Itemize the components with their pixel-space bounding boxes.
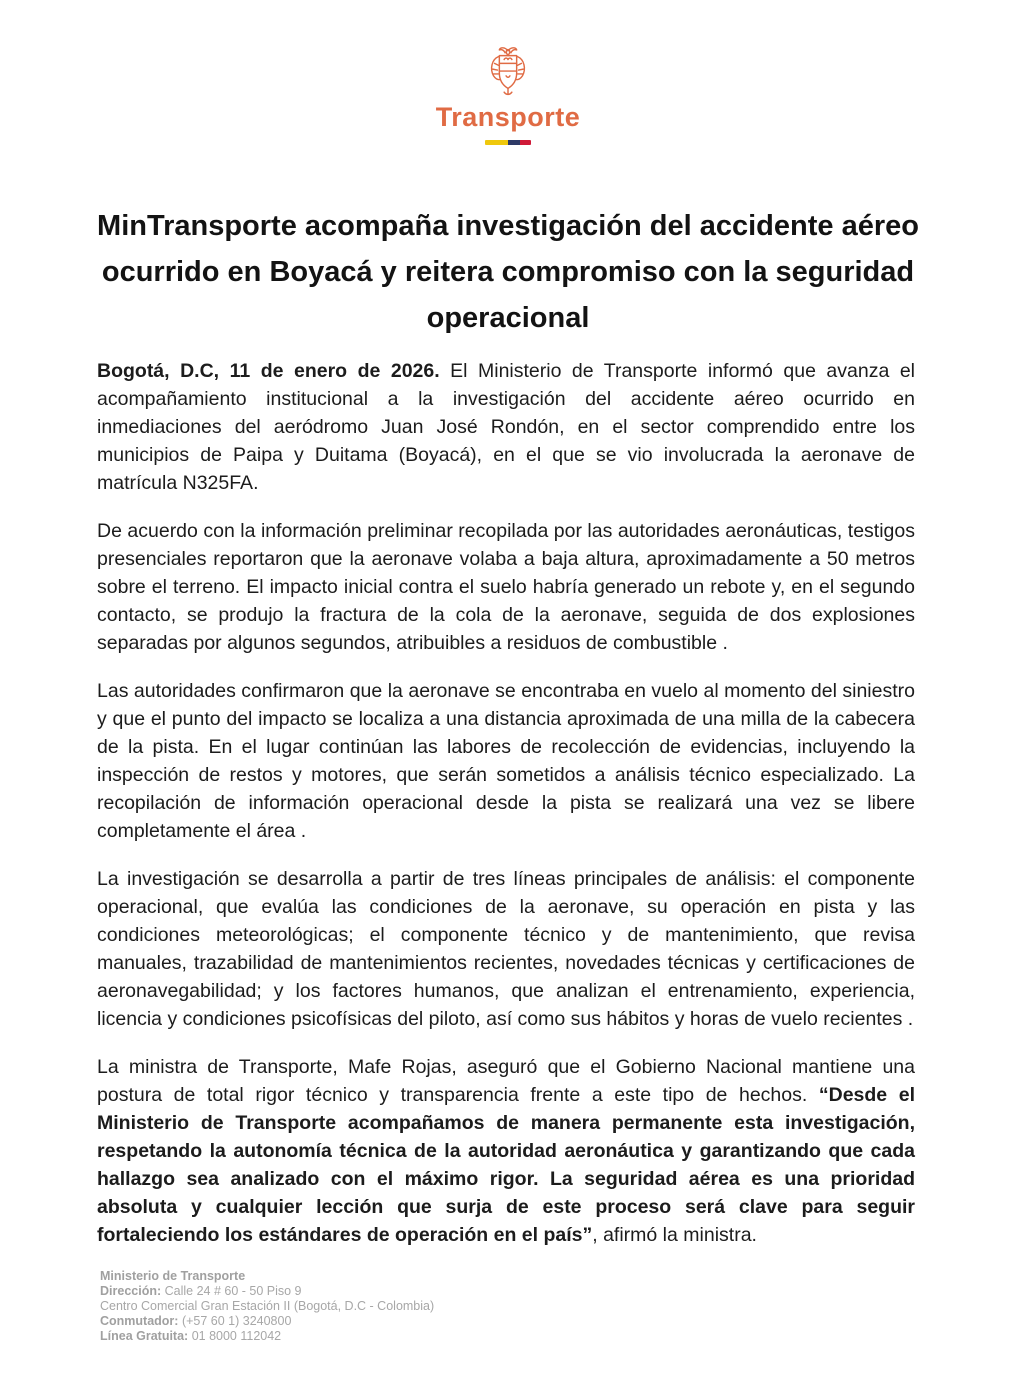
press-release-body: [97, 357, 915, 1249]
paragraph-text: Las autoridades confirmaron que la aeronave se encontraba en vuelo al momento del siniestro y que el punto del impacto se localiza a una distancia aproximada de una milla de la cabecera de la pista. En el lugar continúan las labores de recolección de evidencias, incluyendo la inspección de restos y motores, que serán sometidos a análisis técnico especializado. La recopilación de información operacional desde la pista se realizará una vez se libere completamente el área .: [97, 680, 915, 842]
minister-quote: “Desde el Ministerio de Transporte acompañamos de manera permanente esta investigación, respetando la autonomía técnica de la autoridad aeronáutica y garantizando que cada hallazgo sea analizado con el máximo rigor. La seguridad aérea es una prioridad absoluta y cualquier lección que surja de este proceso será clave para seguir fortaleciendo los estándares de operación en el país”: [97, 1084, 915, 1246]
flag-yellow-segment: [485, 140, 508, 145]
paragraph-text: De acuerdo con la información preliminar recopilada por las autoridades aeronáuticas, testigos presenciales reportaron que la aeronave volaba a baja altura, aproximadamente a 50 metros sobre el terreno. El impacto inicial contra el suelo habría generado un rebote y, en el segundo contacto, se produjo la fractura de la cola de la aeronave, seguida de dos explosiones separadas por algunos segundos, atribuibles a residuos de combustible .: [97, 520, 915, 654]
paragraph-text: , afirmó la ministra.: [592, 1224, 757, 1246]
footer-phone-label: Conmutador:: [100, 1314, 179, 1328]
footer-address-label: Dirección:: [100, 1284, 162, 1298]
dateline: Bogotá, D.C, 11 de enero de 2026.: [97, 360, 440, 382]
flag-red-segment: [520, 140, 532, 145]
body-paragraph: [97, 1053, 915, 1249]
footer-org-line: [100, 1269, 1016, 1284]
page-title: MinTransporte acompaña investigación del accidente aéreo ocurrido en Boyacá y reitera compromiso con la seguridad operacional: [97, 210, 919, 334]
footer-address-line: [100, 1284, 1016, 1299]
footer-phone-value: (+57 60 1) 3240800: [178, 1314, 292, 1328]
footer-phone-line: [100, 1314, 1016, 1329]
footer-tollfree-label: Línea Gratuita:: [100, 1329, 189, 1343]
footer-address-value2: Centro Comercial Gran Estación II (Bogotá, D.C - Colombia): [100, 1299, 435, 1313]
footer-org: Ministerio de Transporte: [100, 1269, 246, 1283]
paragraph-text: El Ministerio de Transporte informó que avanza el acompañamiento institucional a la investigación del accidente aéreo ocurrido en inmediaciones del aeródromo Juan José Rondón, en el sector comprendido entre los municipios de Paipa y Duitama (Boyacá), en el que se vio involucrada la aeronave de matrícula N325FA.: [97, 360, 915, 494]
body-paragraph: [97, 677, 915, 845]
brand-wordmark: Transporte: [435, 102, 581, 132]
body-paragraph: [97, 357, 915, 497]
body-paragraph: [97, 517, 915, 657]
colombia-flag-bar: [485, 140, 531, 145]
footer-address-line2: [100, 1299, 1016, 1314]
footer-address-value: Calle 24 # 60 - 50 Piso 9: [161, 1284, 302, 1298]
body-paragraph: [97, 865, 915, 1033]
flag-blue-segment: [508, 140, 520, 145]
footer-tollfree-value: 01 8000 112042: [188, 1329, 282, 1343]
page-footer: [100, 1269, 1016, 1344]
colombia-coat-of-arms-icon: [483, 44, 533, 100]
ministry-logo: [0, 0, 1016, 145]
footer-tollfree-line: [100, 1329, 1016, 1344]
paragraph-text: La investigación se desarrolla a partir de tres líneas principales de análisis: el componente operacional, que evalúa las condiciones de la aeronave, su operación en pista y las condiciones meteorológicas; el componente técnico y de mantenimiento, que revisa manuales, trazabilidad de mantenimientos recientes, novedades técnicas y certificaciones de aeronavegabilidad; y los factores humanos, que analizan el entrenamiento, experiencia, licencia y condiciones psicofísicas del piloto, así como sus hábitos y horas de vuelo recientes .: [97, 868, 915, 1030]
paragraph-text: La ministra de Transporte, Mafe Rojas, aseguró que el Gobierno Nacional mantiene una postura de total rigor técnico y transparencia frente a este tipo de hechos.: [97, 1056, 915, 1106]
